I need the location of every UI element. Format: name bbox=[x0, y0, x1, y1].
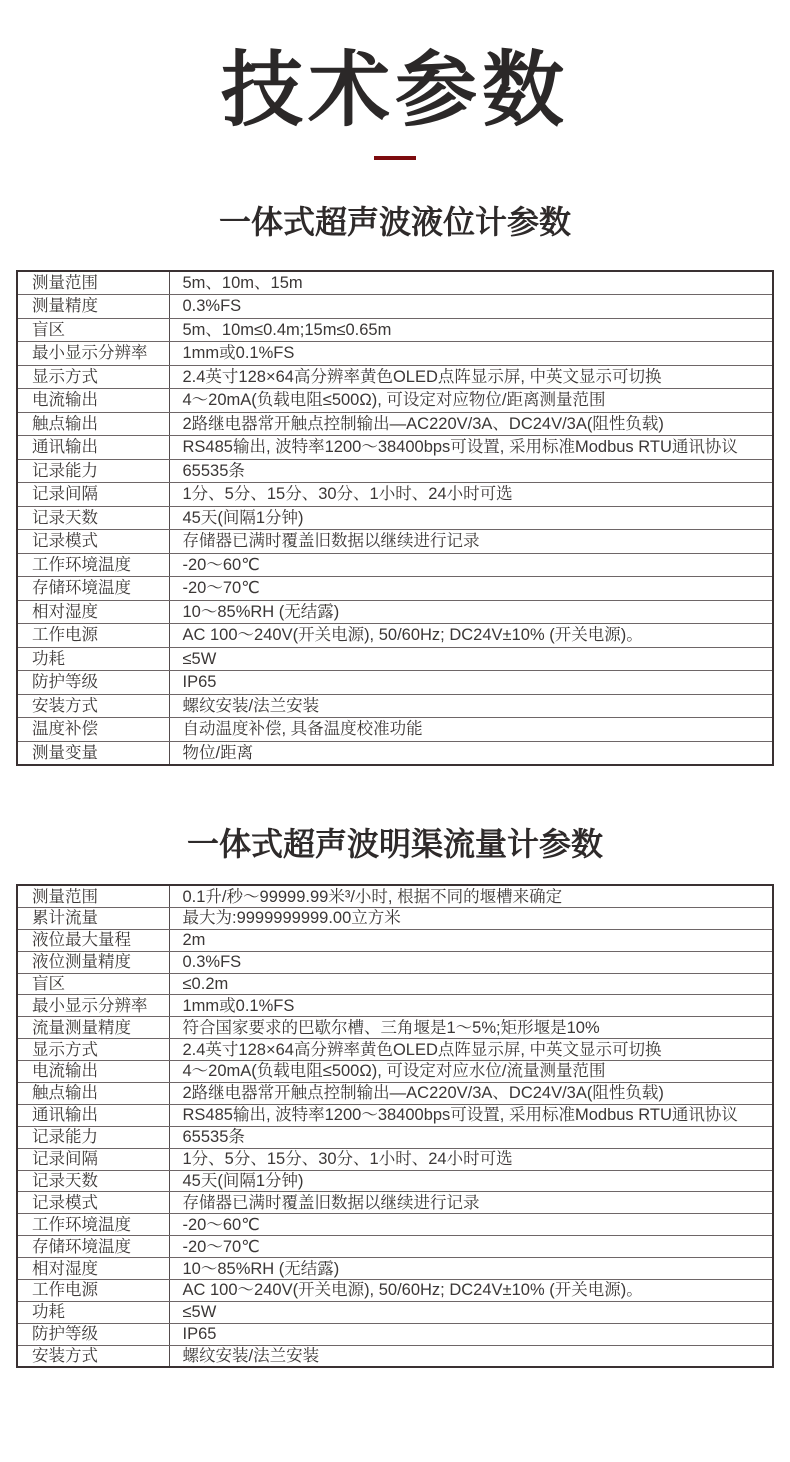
spec-row bbox=[17, 1126, 773, 1148]
spec-label: 测量变量 bbox=[17, 741, 169, 765]
spec-label: 电流输出 bbox=[17, 1061, 169, 1083]
spec-label: 显示方式 bbox=[17, 365, 169, 389]
spec-label: 记录间隔 bbox=[17, 1148, 169, 1170]
spec-value: 0.3%FS bbox=[169, 951, 773, 973]
spec-row bbox=[17, 318, 773, 342]
spec-row bbox=[17, 389, 773, 413]
spec-row bbox=[17, 694, 773, 718]
spec-label: 记录能力 bbox=[17, 459, 169, 483]
spec-row bbox=[17, 271, 773, 295]
spec-row bbox=[17, 1083, 773, 1105]
flow-meter-spec-rows bbox=[17, 885, 773, 1367]
spec-label: 功耗 bbox=[17, 647, 169, 671]
spec-row bbox=[17, 459, 773, 483]
spec-label: 电流输出 bbox=[17, 389, 169, 413]
spec-row bbox=[17, 624, 773, 648]
spec-label: 存储环境温度 bbox=[17, 1236, 169, 1258]
spec-row bbox=[17, 1170, 773, 1192]
spec-row bbox=[17, 741, 773, 765]
spec-label: 相对湿度 bbox=[17, 600, 169, 624]
spec-row bbox=[17, 1345, 773, 1367]
spec-value: ≤0.2m bbox=[169, 973, 773, 995]
spec-row bbox=[17, 718, 773, 742]
spec-row bbox=[17, 885, 773, 907]
spec-row bbox=[17, 342, 773, 366]
spec-value: 1分、5分、15分、30分、1小时、24小时可选 bbox=[169, 1148, 773, 1170]
spec-row bbox=[17, 506, 773, 530]
spec-value: AC 100～240V(开关电源), 50/60Hz; DC24V±10% (开关电源)。 bbox=[169, 624, 773, 648]
spec-value: 1mm或0.1%FS bbox=[169, 342, 773, 366]
spec-label: 记录间隔 bbox=[17, 483, 169, 507]
spec-value: RS485输出, 波特率1200～38400bps可设置, 采用标准Modbus RTU通讯协议 bbox=[169, 436, 773, 460]
spec-value: 2路继电器常开触点控制输出—AC220V/3A、DC24V/3A(阻性负载) bbox=[169, 412, 773, 436]
spec-value: 0.1升/秒～99999.99米³/小时, 根据不同的堰槽来确定 bbox=[169, 885, 773, 907]
spec-row bbox=[17, 1258, 773, 1280]
spec-label: 液位测量精度 bbox=[17, 951, 169, 973]
spec-label: 记录天数 bbox=[17, 506, 169, 530]
spec-label: 通讯输出 bbox=[17, 1104, 169, 1126]
level-meter-spec-table bbox=[16, 270, 774, 766]
spec-label: 累计流量 bbox=[17, 907, 169, 929]
page-title: 技术参数 bbox=[220, 45, 569, 136]
spec-label: 功耗 bbox=[17, 1301, 169, 1323]
spec-label: 液位最大量程 bbox=[17, 929, 169, 951]
spec-row bbox=[17, 1323, 773, 1345]
spec-value: 1分、5分、15分、30分、1小时、24小时可选 bbox=[169, 483, 773, 507]
spec-row bbox=[17, 436, 773, 460]
section-heading-flow-meter: 一体式超声波明渠流量计参数 bbox=[186, 825, 603, 862]
spec-label: 最小显示分辨率 bbox=[17, 995, 169, 1017]
spec-label: 存储环境温度 bbox=[17, 577, 169, 601]
spec-label: 测量范围 bbox=[17, 885, 169, 907]
spec-label: 工作电源 bbox=[17, 624, 169, 648]
spec-row bbox=[17, 577, 773, 601]
spec-value: -20～60℃ bbox=[169, 1214, 773, 1236]
title-accent-divider bbox=[374, 156, 416, 160]
spec-label: 通讯输出 bbox=[17, 436, 169, 460]
spec-label: 安装方式 bbox=[17, 694, 169, 718]
spec-value: -20～60℃ bbox=[169, 553, 773, 577]
spec-row bbox=[17, 671, 773, 695]
spec-label: 盲区 bbox=[17, 973, 169, 995]
spec-value: 存储器已满时覆盖旧数据以继续进行记录 bbox=[169, 1192, 773, 1214]
spec-label: 防护等级 bbox=[17, 1323, 169, 1345]
spec-value: 符合国家要求的巴歇尔槽、三角堰是1～5%;矩形堰是10% bbox=[169, 1017, 773, 1039]
flow-meter-spec-table bbox=[16, 884, 774, 1368]
section-heading-level-meter: 一体式超声波液位计参数 bbox=[218, 204, 571, 241]
spec-label: 温度补偿 bbox=[17, 718, 169, 742]
spec-value: 10～85%RH (无结露) bbox=[169, 600, 773, 624]
spec-value: 0.3%FS bbox=[169, 295, 773, 319]
spec-value: 65535条 bbox=[169, 459, 773, 483]
spec-value: ≤5W bbox=[169, 1301, 773, 1323]
spec-value: -20～70℃ bbox=[169, 577, 773, 601]
spec-value: 1mm或0.1%FS bbox=[169, 995, 773, 1017]
spec-label: 安装方式 bbox=[17, 1345, 169, 1367]
spec-label: 防护等级 bbox=[17, 671, 169, 695]
spec-value: 4～20mA(负载电阻≤500Ω), 可设定对应物位/距离测量范围 bbox=[169, 389, 773, 413]
spec-value: 5m、10m≤0.4m;15m≤0.65m bbox=[169, 318, 773, 342]
spec-row bbox=[17, 647, 773, 671]
spec-label: 最小显示分辨率 bbox=[17, 342, 169, 366]
spec-row bbox=[17, 1104, 773, 1126]
spec-value: 45天(间隔1分钟) bbox=[169, 506, 773, 530]
page-header bbox=[0, 0, 790, 160]
spec-value: 2.4英寸128×64高分辨率黄色OLED点阵显示屏, 中英文显示可切换 bbox=[169, 365, 773, 389]
spec-value: 5m、10m、15m bbox=[169, 271, 773, 295]
spec-label: 显示方式 bbox=[17, 1039, 169, 1061]
spec-label: 记录模式 bbox=[17, 530, 169, 554]
spec-value: 最大为:9999999999.00立方米 bbox=[169, 907, 773, 929]
spec-row bbox=[17, 1236, 773, 1258]
spec-row bbox=[17, 295, 773, 319]
spec-label: 流量测量精度 bbox=[17, 1017, 169, 1039]
spec-row bbox=[17, 553, 773, 577]
spec-value: 2.4英寸128×64高分辨率黄色OLED点阵显示屏, 中英文显示可切换 bbox=[169, 1039, 773, 1061]
spec-value: 自动温度补偿, 具备温度校准功能 bbox=[169, 718, 773, 742]
spec-row bbox=[17, 995, 773, 1017]
spec-label: 记录模式 bbox=[17, 1192, 169, 1214]
spec-row bbox=[17, 1192, 773, 1214]
spec-value: AC 100～240V(开关电源), 50/60Hz; DC24V±10% (开关电源)。 bbox=[169, 1280, 773, 1302]
spec-value: 65535条 bbox=[169, 1126, 773, 1148]
spec-label: 工作电源 bbox=[17, 1280, 169, 1302]
spec-row bbox=[17, 1214, 773, 1236]
spec-value: 2路继电器常开触点控制输出—AC220V/3A、DC24V/3A(阻性负载) bbox=[169, 1083, 773, 1105]
spec-value: 2m bbox=[169, 929, 773, 951]
spec-label: 记录天数 bbox=[17, 1170, 169, 1192]
spec-label: 工作环境温度 bbox=[17, 553, 169, 577]
spec-row bbox=[17, 365, 773, 389]
spec-row bbox=[17, 1280, 773, 1302]
spec-row bbox=[17, 929, 773, 951]
spec-value: 4～20mA(负载电阻≤500Ω), 可设定对应水位/流量测量范围 bbox=[169, 1061, 773, 1083]
spec-row bbox=[17, 1301, 773, 1323]
spec-row bbox=[17, 1148, 773, 1170]
spec-label: 工作环境温度 bbox=[17, 1214, 169, 1236]
spec-row bbox=[17, 907, 773, 929]
spec-label: 盲区 bbox=[17, 318, 169, 342]
spec-value: 10～85%RH (无结露) bbox=[169, 1258, 773, 1280]
spec-value: IP65 bbox=[169, 1323, 773, 1345]
spec-row bbox=[17, 1039, 773, 1061]
spec-row bbox=[17, 412, 773, 436]
spec-value: 螺纹安装/法兰安装 bbox=[169, 1345, 773, 1367]
spec-value: 存储器已满时覆盖旧数据以继续进行记录 bbox=[169, 530, 773, 554]
spec-label: 测量范围 bbox=[17, 271, 169, 295]
spec-row bbox=[17, 483, 773, 507]
spec-row bbox=[17, 1061, 773, 1083]
spec-value: 螺纹安装/法兰安装 bbox=[169, 694, 773, 718]
spec-value: -20～70℃ bbox=[169, 1236, 773, 1258]
spec-label: 记录能力 bbox=[17, 1126, 169, 1148]
level-meter-spec-rows bbox=[17, 271, 773, 765]
spec-label: 触点输出 bbox=[17, 1083, 169, 1105]
spec-row bbox=[17, 600, 773, 624]
spec-label: 相对湿度 bbox=[17, 1258, 169, 1280]
spec-row bbox=[17, 1017, 773, 1039]
spec-label: 触点输出 bbox=[17, 412, 169, 436]
spec-label: 测量精度 bbox=[17, 295, 169, 319]
spec-value: ≤5W bbox=[169, 647, 773, 671]
spec-value: RS485输出, 波特率1200～38400bps可设置, 采用标准Modbus RTU通讯协议 bbox=[169, 1104, 773, 1126]
spec-row bbox=[17, 973, 773, 995]
spec-value: IP65 bbox=[169, 671, 773, 695]
spec-row bbox=[17, 530, 773, 554]
spec-value: 45天(间隔1分钟) bbox=[169, 1170, 773, 1192]
spec-row bbox=[17, 951, 773, 973]
spec-value: 物位/距离 bbox=[169, 741, 773, 765]
